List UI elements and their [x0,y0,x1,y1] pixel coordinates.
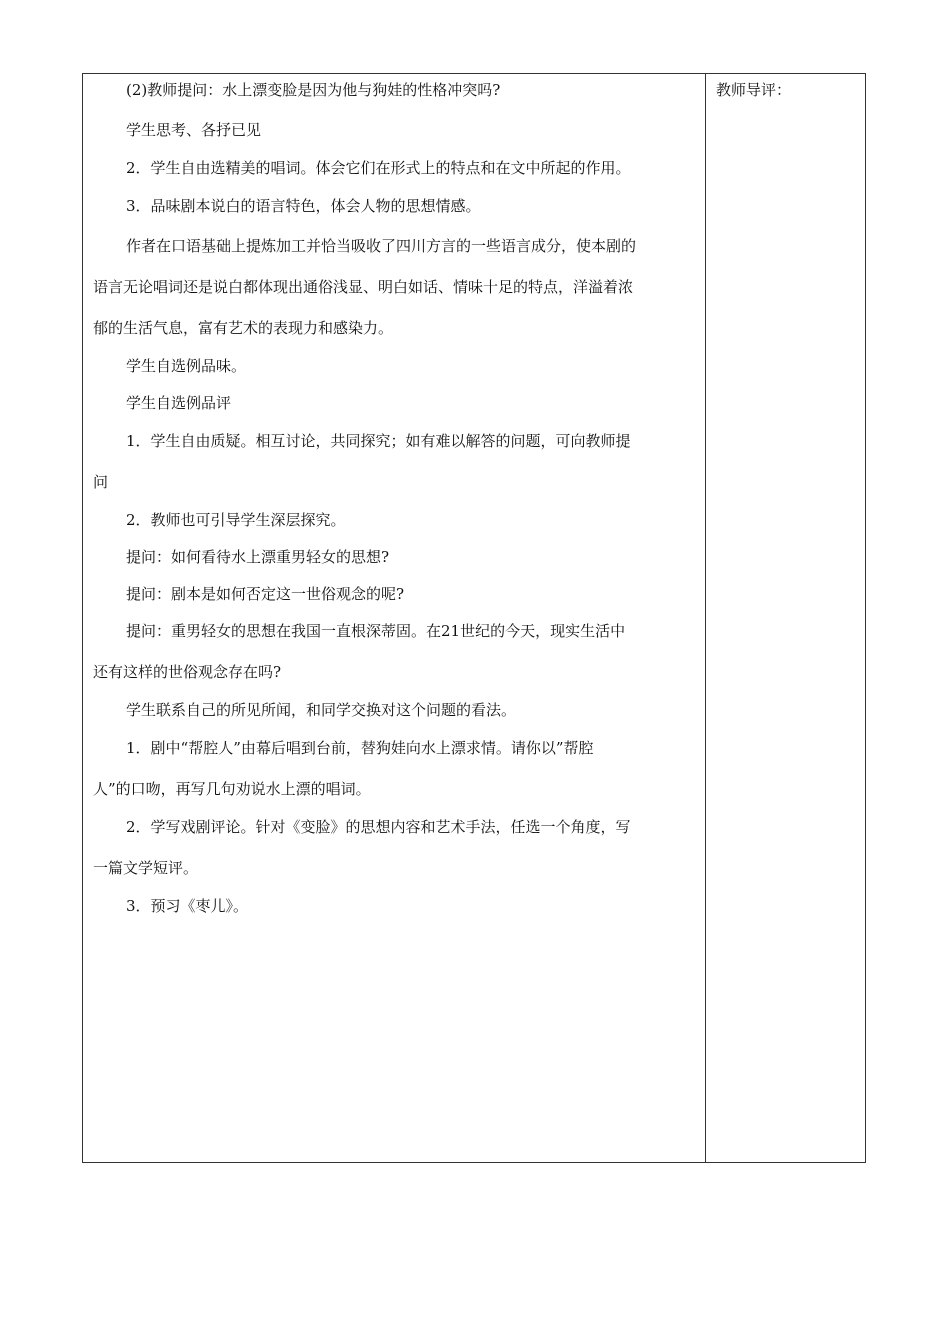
text-line-2: 学生思考、各抒已见 [126,121,262,139]
text-line-9: 学生自选例品评 [126,394,232,412]
text-line-16: 还有这样的世俗观念存在吗? [93,663,282,681]
text-line-8: 学生自选例品味。 [126,357,247,375]
text-line-15: 提问：重男轻女的思想在我国一直根深蒂固。在21世纪的今天，现实生活中 [126,622,626,640]
text-line-20: 2．学写戏剧评论。针对《变脸》的思想内容和艺术手法，任选一个角度，写 [126,818,631,836]
lesson-table [82,73,866,1163]
text-line-17: 学生联系自己的所见所闻，和同学交换对这个问题的看法。 [126,701,517,719]
teacher-comment-column [706,74,865,1162]
text-line-14: 提问：剧本是如何否定这一世俗观念的呢? [126,585,405,603]
text-line-1: (2)教师提问：水上漂变脸是因为他与狗娃的性格冲突吗? [126,81,501,99]
content-column [83,74,706,1162]
teacher-comment-title: 教师导评： [716,81,792,99]
text-line-3: 2．学生自由选精美的唱词。体会它们在形式上的特点和在文中所起的作用。 [126,159,631,177]
text-line-11: 问 [93,473,109,491]
text-line-4: 3．品味剧本说白的语言特色，体会人物的思想情感。 [126,197,481,215]
text-line-6: 语言无论唱词还是说白都体现出通俗浅显、明白如话、情味十足的特点，洋溢着浓 [93,278,634,296]
text-line-13: 提问：如何看待水上漂重男轻女的思想? [126,548,390,566]
text-line-7: 郁的生活气息，富有艺术的表现力和感染力。 [93,319,394,337]
text-line-22: 3．预习《枣儿》。 [126,897,249,915]
text-line-19: 人”的口吻，再写几句劝说水上漂的唱词。 [93,780,371,798]
text-line-12: 2．教师也可引导学生深层探究。 [126,511,346,529]
text-line-18: 1．剧中“帮腔人”由幕后唱到台前，替狗娃向水上漂求情。请你以”帮腔 [126,739,594,757]
text-line-10: 1．学生自由质疑。相互讨论，共同探究；如有难以解答的问题，可向教师提 [126,432,631,450]
text-line-5: 作者在口语基础上提炼加工并恰当吸收了四川方言的一些语言成分，使本剧的 [126,237,637,255]
text-line-21: 一篇文学短评。 [93,859,199,877]
